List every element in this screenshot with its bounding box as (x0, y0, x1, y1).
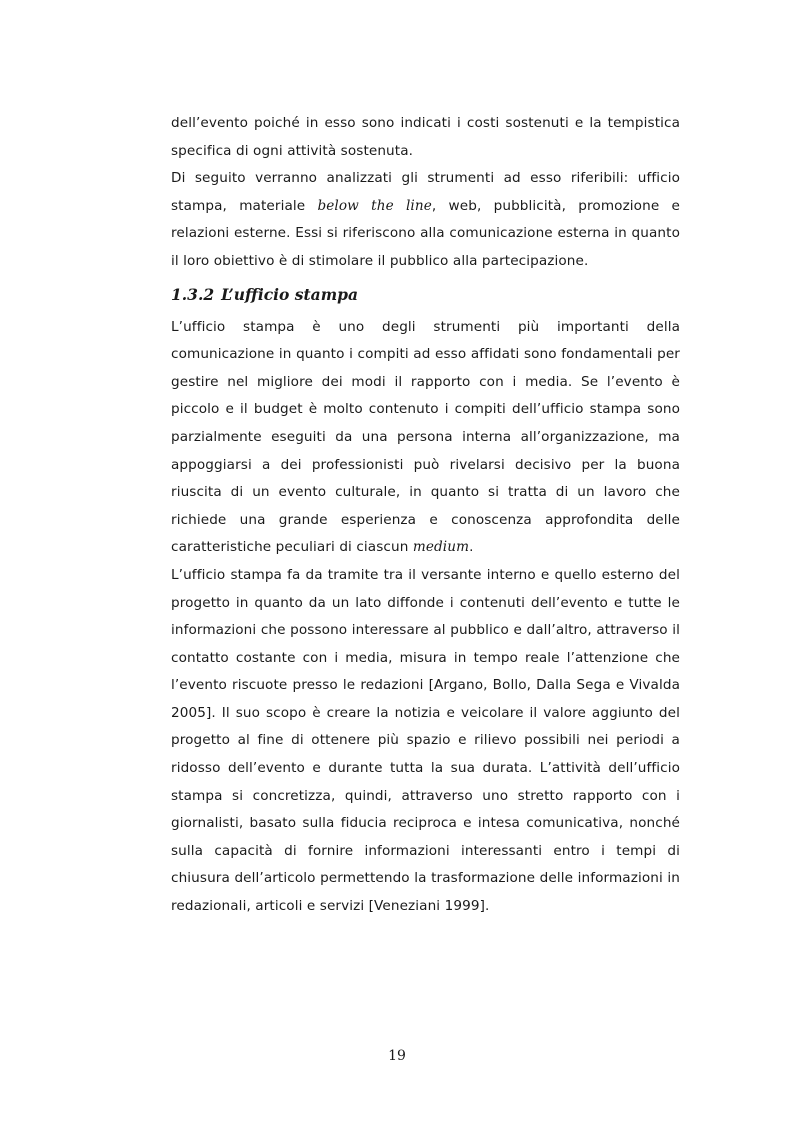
section-heading (171, 285, 680, 305)
paragraph-4: L’ufficio stampa fa da tramite tra il versante interno e quello esterno del progetto in quanto da un lato diffonde i contenuti dell’evento e tutte le informazioni che possono interessare al pubblico e dall’altro, attraverso il contatto costante con i media, misura in tempo reale l’attenzione che l’evento riscuote presso le redazioni [Argano, Bollo, Dalla Sega e Vivalda 2005]. Il suo scopo è creare la notizia e veicolare il valore aggiunto del progetto al fine di ottenere più spazio e rilievo possibili nei periodi a ridosso dell’evento e durante tutta la sua durata. L’attività dell’ufficio stampa si concretizza, quindi, attraverso uno stretto rapporto con i giornalisti, basato sulla fiducia reciproca e intesa comunicativa, nonché sulla capacità di fornire informazioni interessanti entro i tempi di chiusura dell’articolo permettendo la trasformazione delle informazioni in redazionali, articoli e servizi [Veneziani 1999]. (171, 566, 680, 915)
paragraph-1: dell’evento poiché in esso sono indicati i costi sostenuti e la tempistica specifica di ogni attività sostenuta. (171, 115, 680, 159)
paragraph-3-text-b: . (469, 539, 474, 556)
paragraph-3-emphasis: medium (412, 539, 470, 556)
paragraph-3-text-a: L’ufficio stampa è uno degli strumenti più importanti della comunicazione in quanto i compiti ad esso affidati sono fondamentali per gestire nel migliore dei modi il rapporto con i media. Se l’evento è piccolo e il budget è molto contenuto i compiti dell’ufficio stampa sono parzialmente eseguiti da una persona interna all’organizzazione, ma appoggiarsi a dei professionisti può rivelarsi decisivo per la buona riuscita di un evento culturale, in quanto si tratta di un lavoro che richiede una grande esperienza e conoscenza approfondita delle caratteristiche peculiari di ciascun (171, 318, 680, 556)
page-number: 19 (388, 1048, 406, 1064)
paragraph-2-emphasis: below the line (317, 197, 432, 214)
section-number: 1.3.2 (171, 284, 215, 304)
paragraph-2-text-a: Di seguito verranno analizzati gli strumenti ad esso riferibili: ufficio stampa, materiale (171, 170, 680, 214)
paragraph-2-text-b: , web, pubblicità, promozione e relazioni esterne. Essi si riferiscono alla comunicazione esterna in quanto il loro obiettivo è di stimolare il pubblico alla partecipazione. (171, 197, 681, 269)
paragraph-2 (171, 165, 680, 275)
paragraph-3 (171, 314, 680, 562)
page-body (171, 110, 680, 921)
section-title: L’ufficio stampa (221, 284, 358, 304)
